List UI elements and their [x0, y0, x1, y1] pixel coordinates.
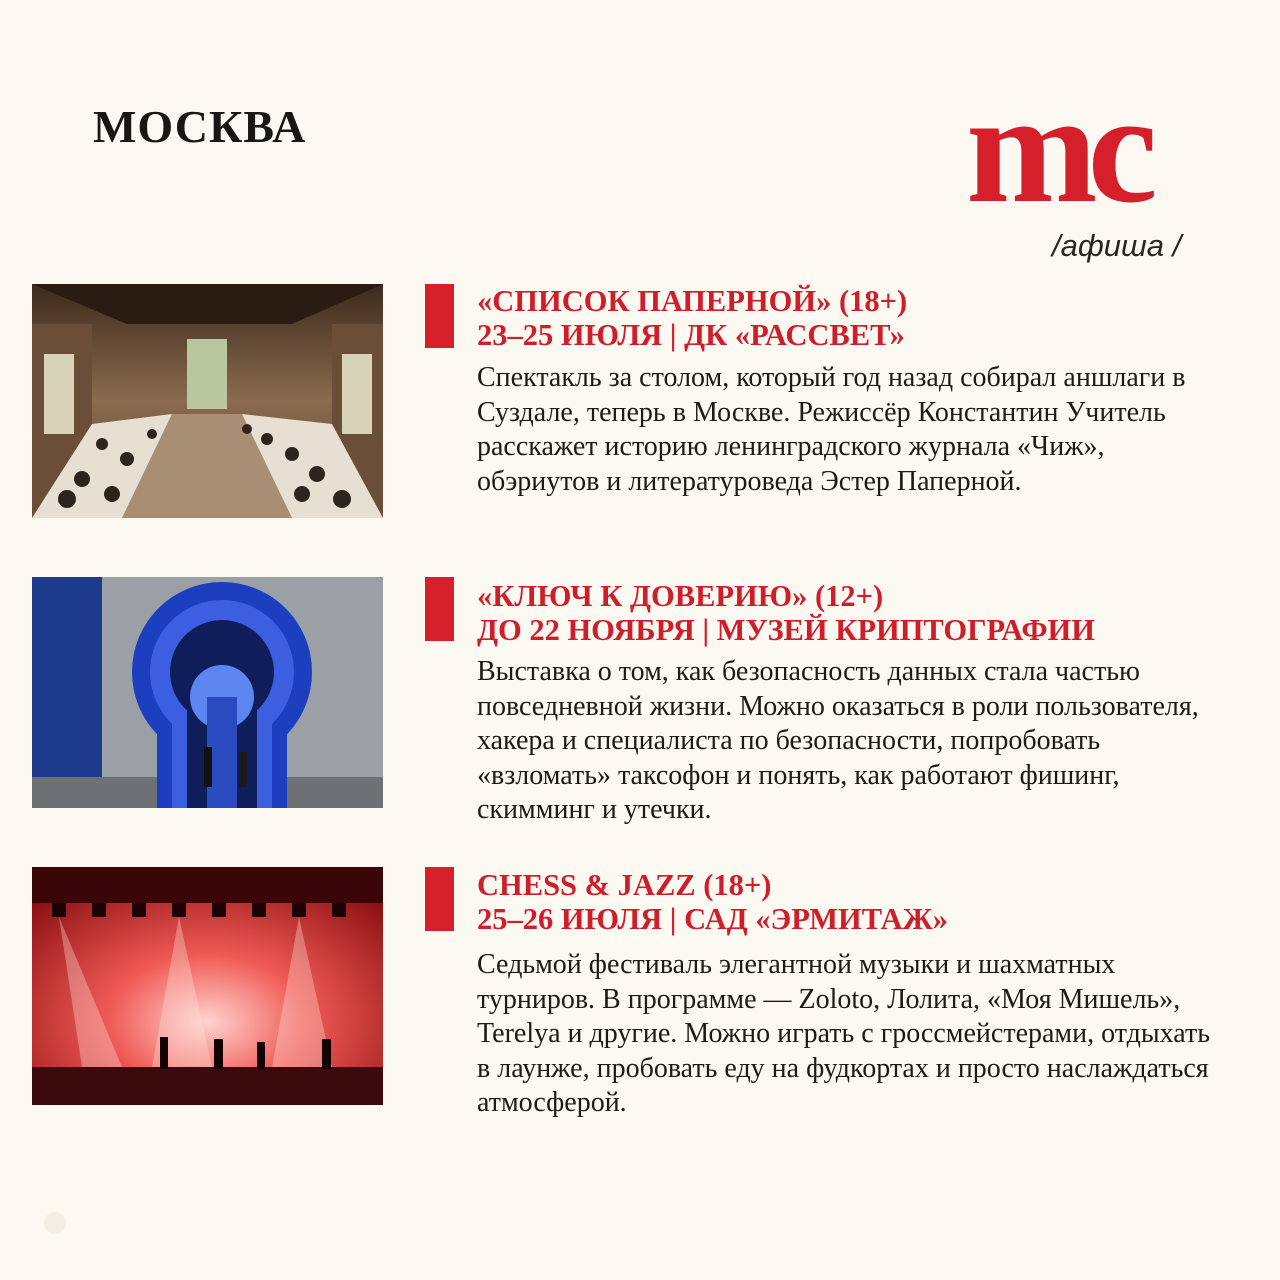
city-heading: МОСКВА	[93, 101, 307, 152]
event-title-date-venue: 25–26 ИЮЛЯ | САД «ЭРМИТАЖ»	[477, 902, 949, 936]
event-photo-dinner-hall	[32, 284, 383, 518]
event-title-name: «КЛЮЧ К ДОВЕРИЮ» (12+)	[477, 579, 884, 613]
event-photo-keyhole-exhibit	[32, 577, 383, 808]
event-title-name: «СПИСОК ПАПЕРНОЙ» (18+)	[477, 284, 908, 318]
event-title	[477, 284, 1217, 352]
event-accent-bar	[425, 577, 454, 641]
event-title	[477, 579, 1217, 647]
watermark-mark	[44, 1212, 66, 1234]
event-title-name: CHESS & JAZZ (18+)	[477, 868, 772, 902]
section-tagline: /афиша /	[1052, 228, 1182, 263]
event-title-date-venue: 23–25 ИЮЛЯ | ДК «РАССВЕТ»	[477, 318, 905, 352]
event-title-date-venue: ДО 22 НОЯБРЯ | МУЗЕЙ КРИПТОГРАФИИ	[477, 613, 1095, 647]
event-photo-concert-stage	[32, 867, 383, 1105]
event-description: Выставка о том, как безопасность данных стала частью повседневной жизни. Можно оказаться в роли пользователя, хакера и специалиста по безопасности, попробовать «взломать» таксофон и понять, как работают фишинг, скимминг и утечки.	[477, 656, 1199, 825]
event-title	[477, 868, 1217, 936]
event-description: Седьмой фестиваль элегантной музыки и шахматных турниров. В программе — Zoloto, Лолита, «Моя Мишель», Terelya и другие. Можно играть с гроссмейстерами, отдыхать в лаунже, пробовать еду на фудкортах и просто наслаждаться атмосферой.	[477, 949, 1211, 1118]
event-accent-bar	[425, 867, 454, 931]
event-description: Спектакль за столом, который год назад собирал аншлаги в Суздале, теперь в Москве. Режиссёр Константин Учитель расскажет историю ленинградского журнала «Чиж», обэриутов и литературоведа Эстер Паперной.	[477, 362, 1186, 497]
mc-logo: mc	[966, 61, 1148, 236]
event-accent-bar	[425, 284, 454, 348]
